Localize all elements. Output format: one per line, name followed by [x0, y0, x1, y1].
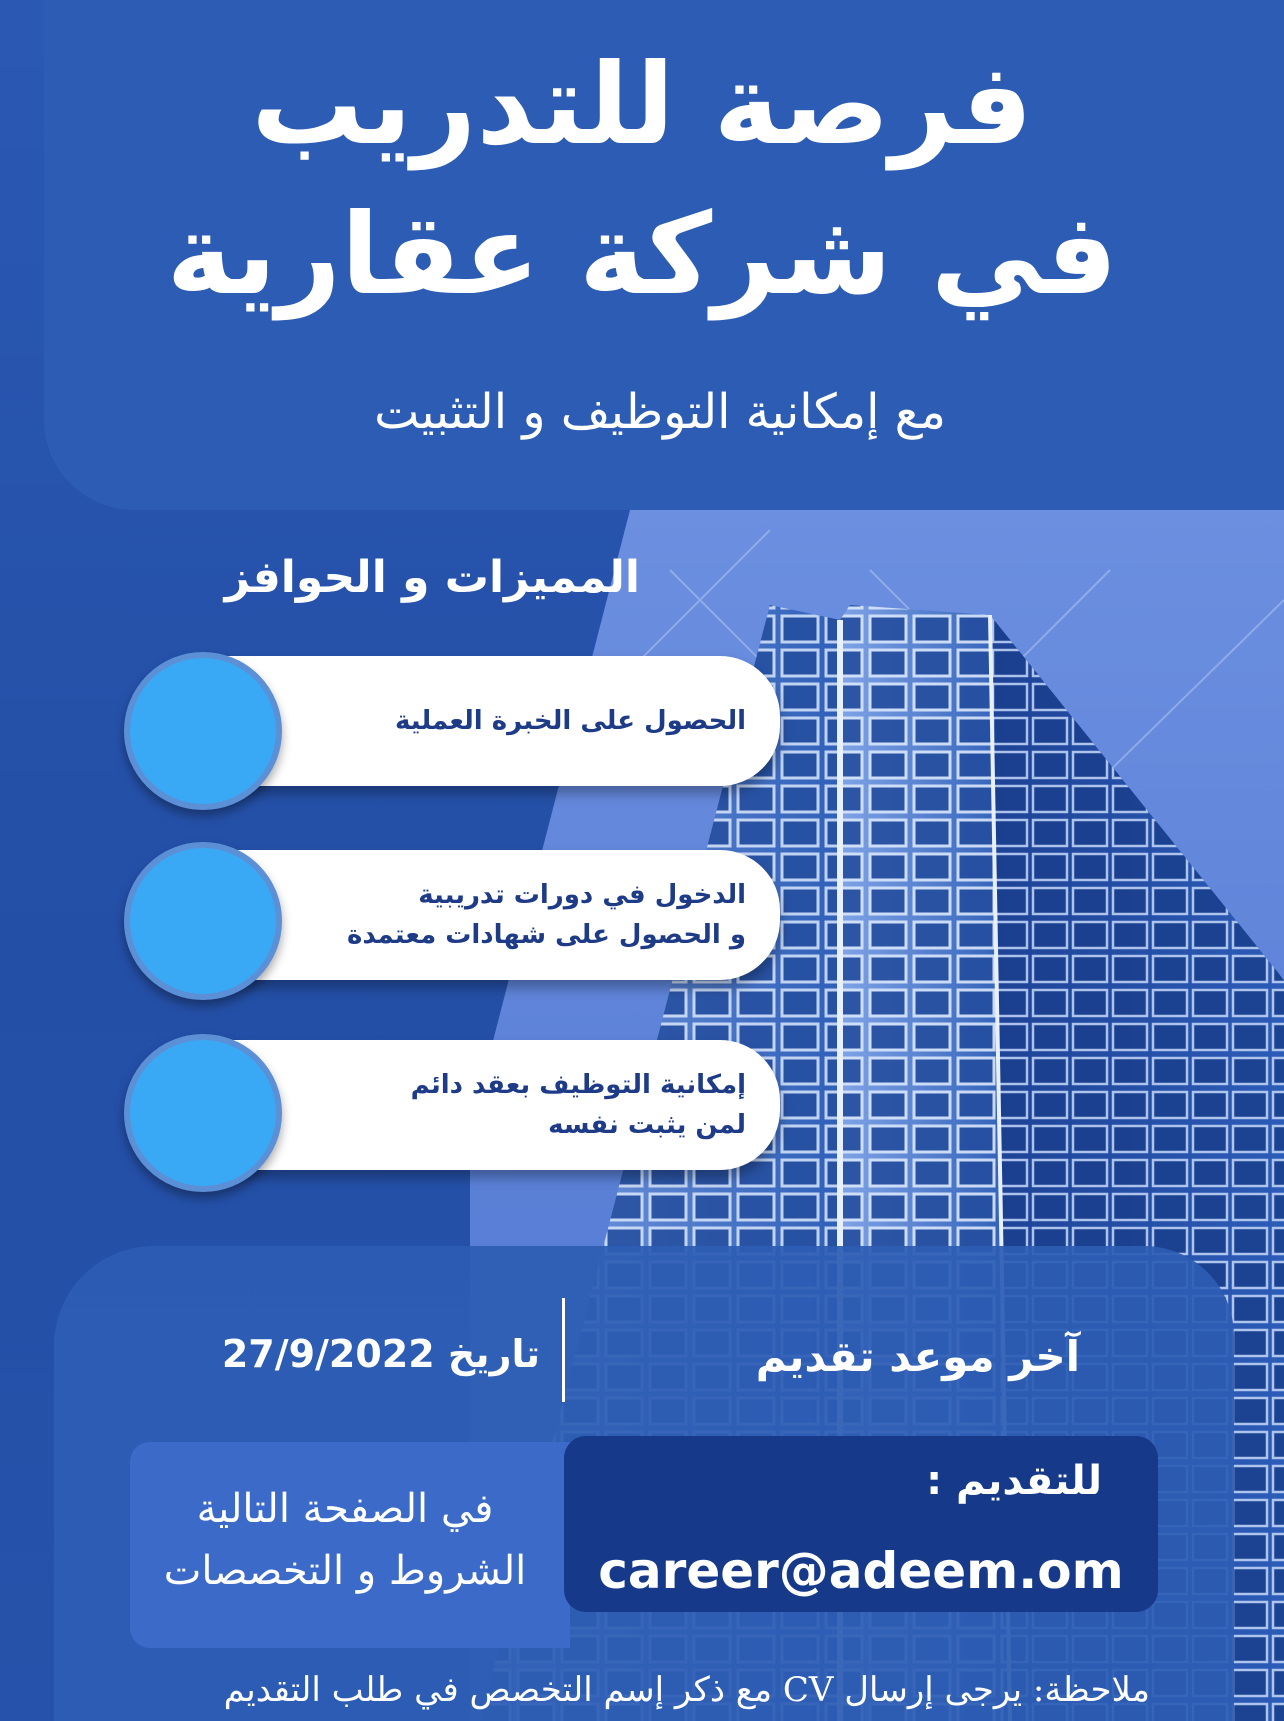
note-text: ملاحظة: يرجى إرسال CV مع ذكر إسم التخصص في طلب التقديم: [223, 1670, 1150, 1710]
apply-label: للتقديم :: [926, 1458, 1102, 1504]
benefits-title: المميزات و الحوافز: [224, 552, 640, 603]
deadline-label: آخر موعد تقديم: [755, 1332, 1080, 1381]
benefit-3-line2: لمن يثبت نفسه: [548, 1110, 746, 1140]
benefit-2-circle-icon: [124, 842, 282, 1000]
benefit-1-circle-icon: [124, 652, 282, 810]
subtitle: مع إمكانية التوظيف و التثبيت: [374, 384, 946, 440]
benefit-2-line2: و الحصول على شهادات معتمدة: [346, 920, 746, 950]
title-line-1: فرصة للتدريب: [251, 40, 1033, 170]
benefit-pill-2: [210, 850, 780, 980]
benefit-2-line1: الدخول في دورات تدريبية: [418, 880, 746, 910]
benefit-1-line1: الحصول على الخبرة العملية: [394, 706, 746, 736]
deadline-date: تاريخ 27/9/2022: [221, 1332, 540, 1376]
benefit-pill-1: [210, 656, 780, 786]
next-page-line-1: في الصفحة التالية: [196, 1486, 494, 1532]
benefit-pill-3: [210, 1040, 780, 1170]
benefit-2-text: [347, 875, 780, 955]
benefit-3-line1: إمكانية التوظيف بعقد دائم: [410, 1070, 746, 1100]
benefit-3-circle-icon: [124, 1034, 282, 1192]
title-line-2: في شركة عقارية: [166, 190, 1118, 320]
benefit-1-text: [395, 701, 780, 741]
benefit-3-text: [411, 1065, 780, 1145]
deadline-divider: [562, 1298, 565, 1402]
next-page-line-2: الشروط و التخصصات: [163, 1548, 527, 1594]
next-page-box: [130, 1442, 570, 1648]
apply-email-link[interactable]: career@adeem.om: [598, 1542, 1124, 1600]
